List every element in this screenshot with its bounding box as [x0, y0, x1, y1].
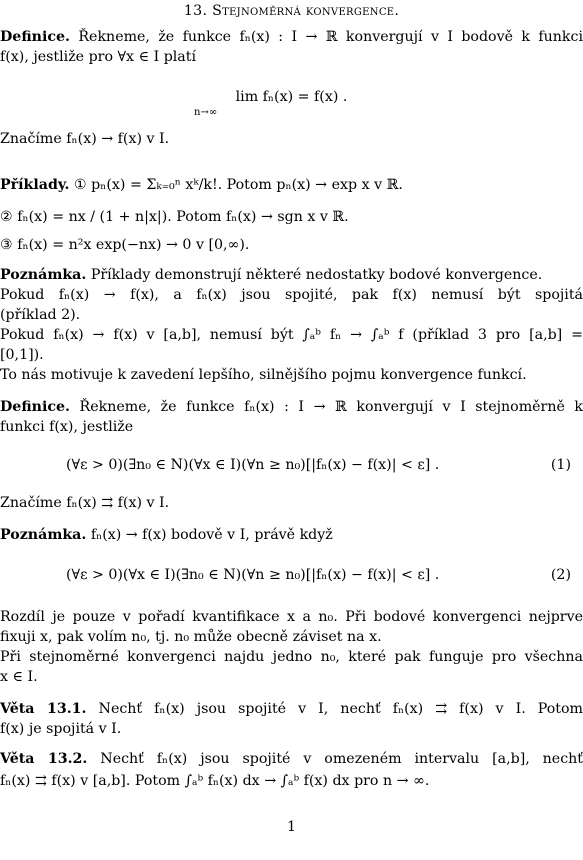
- theorem-13-1-label: Věta 13.1.: [0, 701, 87, 717]
- remark-2-line-1: Poznámka. fₙ(x) → f(x) bodově v I, právě když: [0, 527, 333, 543]
- remark-2-line-2: Rozdíl je pouze v pořadí kvantifikace x a n₀. Při bodové konvergenci nejprve: [0, 609, 583, 625]
- remark-1-line-5: [0,1]).: [0, 347, 44, 363]
- theorem-13-2-line-2: fₙ(x) ⇉ f(x) v [a,b]. Potom ∫ₐᵇ fₙ(x) dx → ∫ₐᵇ f(x) dx pro n → ∞.: [0, 773, 430, 789]
- definition-1-formula-subscript: n→∞: [194, 107, 218, 118]
- definition-2-line-2: funkci f(x), jestliže: [0, 419, 134, 435]
- remark-2-line-3: fixuji x, pak volím n₀, tj. n₀ může obecně záviset na x.: [0, 629, 382, 645]
- theorem-13-1-line-2: f(x) je spojitá v I.: [0, 721, 122, 737]
- theorem-13-2-label: Věta 13.2.: [0, 751, 88, 767]
- definition-1-line-1: Definice. Řekneme, že funkce fₙ(x) : I → ℝ konvergují v I bodově k funkci: [0, 29, 583, 45]
- definition-1-formula: lim fₙ(x) = f(x) .: [235, 89, 348, 105]
- remark-2-label: Poznámka.: [0, 527, 87, 543]
- remark-1-line-3: (příklad 2).: [0, 307, 81, 323]
- definition-1-label: Definice.: [0, 29, 70, 45]
- remark-1-line-2: Pokud fₙ(x) → f(x), a fₙ(x) jsou spojité, pak f(x) nemusí být spojitá: [0, 287, 583, 303]
- remark-1-line-6: To nás motivuje k zavedení lepšího, silnějšího pojmu konvergence funkcí.: [0, 367, 527, 383]
- remark-2-line-5: x ∈ I.: [0, 669, 38, 685]
- definition-2-line-1: Definice. Řekneme, že funkce fₙ(x) : I → ℝ konvergují v I stejnoměrně k: [0, 399, 583, 415]
- remark-2-line-4: Při stejnoměrné konvergenci najdu jedno n₀, které pak funguje pro všechna: [0, 649, 583, 665]
- equation-1-number: (1): [550, 457, 571, 473]
- remark-1-line-4: Pokud fₙ(x) → f(x) v [a,b], nemusí být ∫ₐᵇ fₙ → ∫ₐᵇ f (příklad 3 pro [a,b] =: [0, 327, 583, 343]
- definition-2-label: Definice.: [0, 399, 70, 415]
- example-2: ② fₙ(x) = nx / (1 + n|x|). Potom fₙ(x) → sgn x v ℝ.: [0, 209, 349, 225]
- equation-2-number: (2): [550, 567, 571, 583]
- page-number: 1: [286, 819, 297, 835]
- definition-1-line-2: f(x), jestliže pro ∀x ∈ I platí: [0, 49, 197, 65]
- theorem-13-2-line-1: Věta 13.2. Nechť fₙ(x) jsou spojité v omezeném intervalu [a,b], nechť: [0, 751, 583, 767]
- definition-1-notation: Značíme fₙ(x) → f(x) v I.: [0, 131, 170, 147]
- examples-line-1: Příklady. ① pₙ(x) = Σₖ₌₀ⁿ xᵏ/k!. Potom pₙ(x) → exp x v ℝ.: [0, 177, 403, 193]
- remark-1-label: Poznámka.: [0, 267, 87, 283]
- section-heading: 13. Stejnoměrná konvergence.: [183, 3, 400, 19]
- theorem-13-1-line-1: Věta 13.1. Nechť fₙ(x) jsou spojité v I, nechť fₙ(x) ⇉ f(x) v I. Potom: [0, 701, 583, 717]
- definition-2-notation: Značíme fₙ(x) ⇉ f(x) v I.: [0, 495, 170, 511]
- equation-2: (∀ε > 0)(∀x ∈ I)(∃n₀ ∈ N)(∀n ≥ n₀)[|fₙ(x) − f(x)| < ε] .: [66, 567, 440, 583]
- examples-label: Příklady.: [0, 177, 70, 193]
- equation-1: (∀ε > 0)(∃n₀ ∈ N)(∀x ∈ I)(∀n ≥ n₀)[|fₙ(x) − f(x)| < ε] .: [66, 457, 440, 473]
- example-3: ③ fₙ(x) = n²x exp(−nx) → 0 v [0,∞).: [0, 237, 250, 253]
- remark-1-line-1: Poznámka. Příklady demonstrují některé nedostatky bodové konvergence.: [0, 267, 543, 283]
